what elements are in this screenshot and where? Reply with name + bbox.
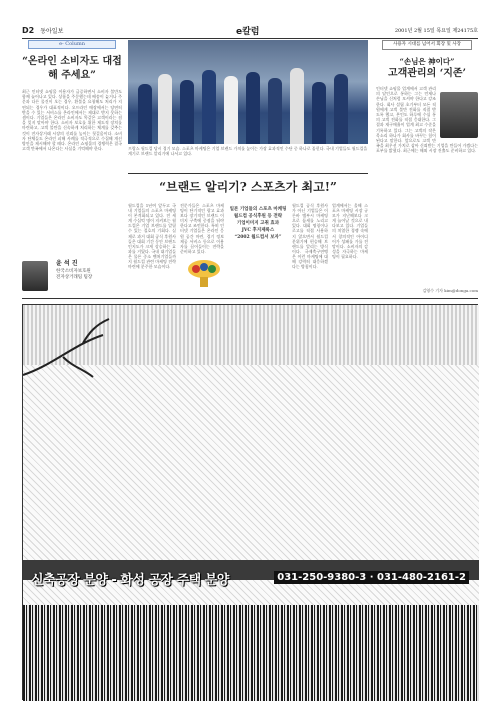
article-column-1: 월드컵을 1년여 앞두고 국내 기업들의 스포츠 마케팅이 본격화되고 있다. 전 세계 수십억 명이 지켜보는 월드컵은 기업 브랜드를 알릴 수 있는 절호의 기회다. 실제로 과거 대회 공식 후원사들은 대회 기간 동안 브랜드 인지도가 크게 상승하는 효과를 거뒀다. 국내 대기업들은 물론 중소 벤처기업들까지 월드컵 관련 마케팅 전략 마련에 분주한 모습이다.	[128, 203, 176, 270]
photo-caption: 프랑스 월드컵 당시 경기 모습. 스포츠 마케팅은 기업 브랜드 가치를 높이는 가장 효과적인 수단 중 하나로 꼽힌다. 국내 기업들도 월드컵을 계기로 브랜드 알리기에 나서고 있다.	[128, 146, 368, 156]
page-number: D2	[22, 25, 35, 35]
tree-branch-graphic	[23, 305, 143, 425]
newspaper-name: 동아일보	[40, 27, 64, 35]
main-headline: “브랜드 알리기? 스포츠가 최고!”	[159, 180, 337, 194]
ad-headline: 신축공장 분양 - 화성 공장 주택 분양	[31, 573, 229, 588]
interview-subtitle: 고객관리의 ‘지존’	[387, 68, 467, 79]
interviewee-photo	[440, 92, 478, 138]
article-column-3: 월드컵 공식 후원사가 아닌 기업들은 이른바 앰부시 마케팅으로 틈새를 노리고 있다. 대회 명칭이나 로고를 직접 사용하지 않으면서 월드컵 분위기에 편승해 브랜드를 알리는 방식이다. 국제축구연맹은 이런 마케팅에 대해 강력히 대응하겠다는 방침이다.	[292, 203, 328, 270]
sidebox-line: “2002 월드컵서 보자”	[234, 235, 282, 240]
author-name: 윤 석 진	[56, 260, 78, 267]
ad-bottom-pattern	[23, 605, 479, 701]
right-column	[376, 40, 478, 292]
soccer-photo	[128, 40, 368, 144]
issue-date: 2001년 2월 15일 목요일 제24175호	[394, 27, 478, 34]
reporter-byline: 김영수 기자 kim@donga.com	[422, 288, 478, 293]
sidebox-line: 일본 기업들의 스포츠 마케팅	[229, 207, 287, 212]
author-role-line2: 전자상거래팀 팀장	[56, 275, 93, 280]
advertisement	[22, 304, 478, 700]
sidebox-line: JVC 후지제록스	[241, 228, 275, 233]
author-role: 한국소비자보호원	[56, 269, 91, 274]
interview-body-text: 인터넷 쇼핑몰 업계에서 고객 관리의 달인으로 통하는 그는 언제나 손님을 신처럼 모셔야 한다고 강조한다. 회사 설립 초기부터 모든 직원에게 고객 불만 전화를 직접 받도록 했고, 본인도 하루에 수십 통의 고객 전화를 직접 응대한다. 그 결과 재구매율이 업계 최고 수준을 기록하고 있다. 그는 고객의 작은 목소리 하나가 회사를 바꾸는 힘이 된다고 말한다. 앞으로도 고객 만족을 최우선 가치로 삼아 신뢰받는 기업을 만들어 가겠다는 포부를 밝혔다. 최근에는 해외 시장 진출도 준비하고 있다.	[376, 86, 478, 154]
section-title: e칼럼	[236, 26, 260, 37]
column-kicker: e- Column	[28, 40, 116, 49]
author-photo	[22, 261, 48, 291]
headline-rule	[128, 173, 368, 174]
author-box	[22, 261, 122, 291]
left-column	[22, 40, 122, 292]
article-column-4: 업계에서는 올해 스포츠 마케팅 시장 규모가 지난해보다 크게 늘어날 것으로 내다보고 있다. 기업들의 치열한 경쟁 속에서 창의적인 아이디어가 성패를 가를 전망이다. 소비자의 감성을 자극하는 마케팅이 필요하다.	[332, 203, 368, 259]
column-title: “온라인 소비자도 대접해 주세요”	[22, 56, 122, 81]
column-body: 최근 인터넷 쇼핑몰 이용자가 급증하면서 소비자 불만도 함께 늘어나고 있다. 상품을 주문했는데 배송이 늦거나 주문과 다른 물건이 오는 경우, 환불을 요청해도 처리가 지연되는 경우가 대표적이다. 오프라인 매장에서는 당연히 받을 수 있는 서비스를 온라인에서는 제대로 받지 못하는 셈이다. 기업들은 온라인 소비자도 똑같은 고객이라는 점을 잊지 말아야 한다. 소비자 보호를 위한 제도적 장치를 마련하고, 고객 불만을 신속하게 처리하는 체계를 갖추는 것이 전자상거래 시장의 신뢰를 높이는 첫걸음이다. 소비자 단체들도 온라인 피해 사례를 적극적으로 수집해 개선 방안을 제시해야 할 때다. 온라인 쇼핑몰의 경쟁력은 결국 고객 만족에서 나온다는 사실을 기억해야 한다.	[22, 89, 122, 152]
sidebox-line: 월드컵 공식후원 등 전략	[233, 214, 283, 219]
interview-kicker: 사용자 시대를 넘어서 회장 및 사장	[382, 40, 472, 50]
article-column-2: 전문가들은 스포츠 마케팅이 단기적인 광고 효과보다 장기적인 브랜드 이미지 구축에 중점을 둬야 한다고 조언한다. 특히 인터넷 기업들은 온라인 응원 공간 마련, 경기 정보 제공 서비스 등으로 이용자를 끌어들이는 전략을 준비하고 있다.	[180, 203, 224, 254]
world-cup-logo	[180, 257, 228, 289]
ad-separator	[22, 298, 478, 299]
interview-body	[376, 86, 478, 286]
sidebar-box	[228, 206, 288, 241]
header-rule	[22, 38, 478, 39]
interview-title: “손님은 神이다”	[399, 57, 455, 66]
ad-phone-numbers: 031-250-9380-3 · 031-480-2161-2	[274, 571, 469, 584]
sidebox-line: 기업이미지 고취 효과	[236, 221, 280, 226]
